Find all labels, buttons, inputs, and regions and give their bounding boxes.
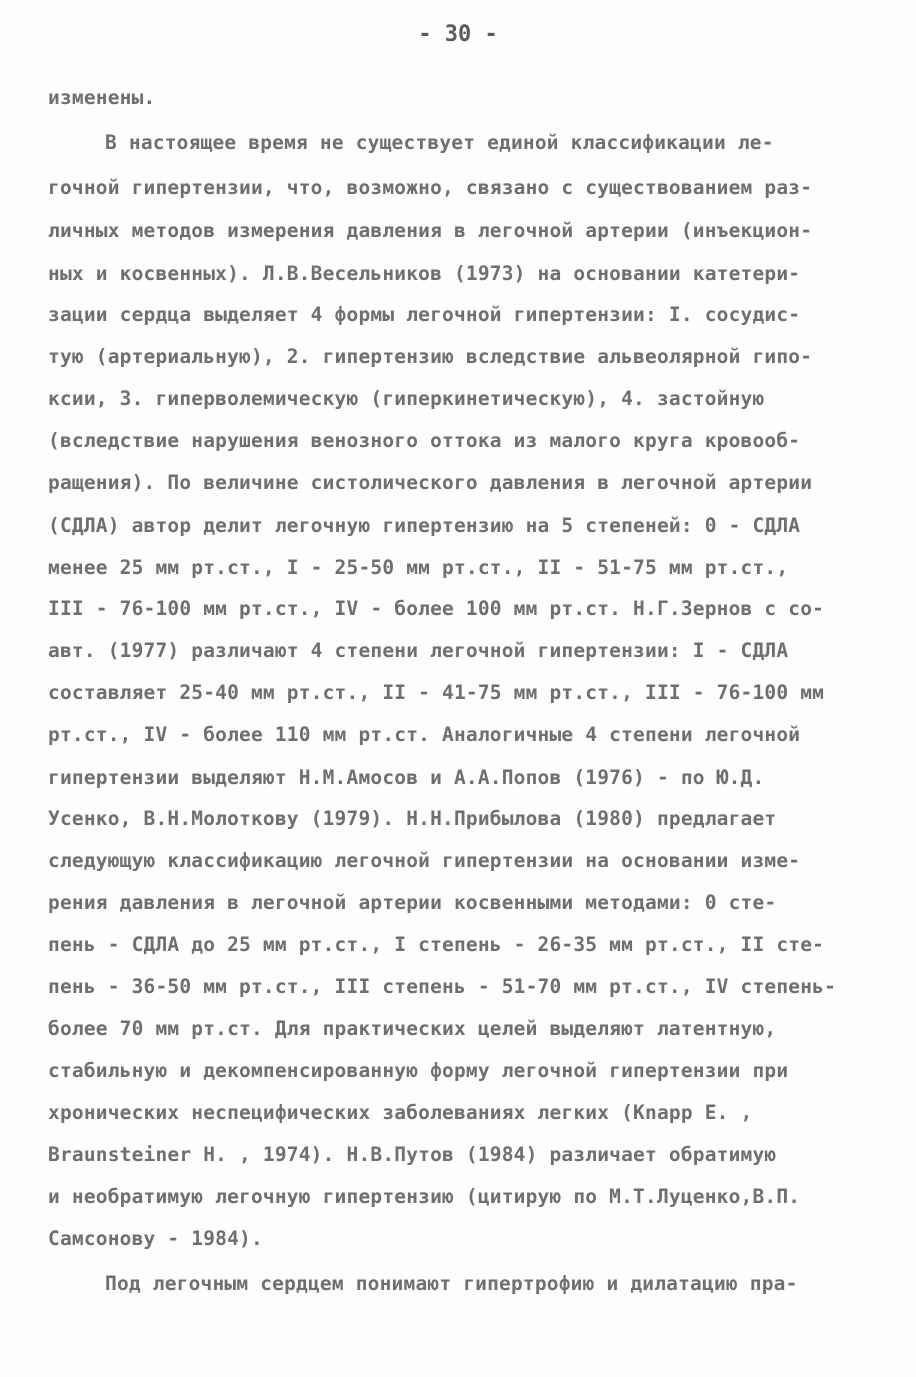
text-line: рт.ст., IV - более 110 мм рт.ст. Аналогичные 4 степени легочной	[48, 723, 801, 746]
text-line: рения давления в легочной артерии косвенными методами: 0 сте-	[48, 891, 777, 914]
text-line: менее 25 мм рт.ст., I - 25-50 мм рт.ст., II - 51-75 мм рт.ст.,	[48, 556, 789, 579]
text-line: Braunsteiner H. , 1974). Н.В.Путов (1984) различает обратимую	[48, 1143, 777, 1166]
text-line: хронических неспецифических заболеваниях легких (Knapp E. ,	[48, 1101, 753, 1124]
page-number: - 30 -	[418, 22, 498, 47]
text-line: тую (артериальную), 2. гипертензию вследствие альвеолярной гипо-	[48, 345, 813, 368]
text-line: (СДЛА) автор делит легочную гипертензию на 5 степеней: 0 - СДЛА	[48, 514, 801, 537]
text-line: ксии, 3. гиперволемическую (гиперкинетическую), 4. застойную	[48, 387, 765, 410]
text-line: ных и косвенных). Л.В.Весельников (1973) на основании катетери-	[48, 262, 801, 285]
text-line: гипертензии выделяют Н.М.Амосов и А.А.Попов (1976) - по Ю.Д.	[48, 766, 765, 789]
text-line: зации сердца выделяет 4 формы легочной гипертензии: I. сосудис-	[48, 303, 801, 326]
text-line: гочной гипертензии, что, возможно, связано с существованием раз-	[48, 176, 813, 199]
text-line: личных методов измерения давления в легочной артерии (инъекцион-	[48, 219, 813, 242]
text-line: В настоящее время не существует единой классификации ле-	[105, 131, 774, 154]
text-line: составляет 25-40 мм рт.ст., II - 41-75 мм рт.ст., III - 76-100 мм	[48, 681, 825, 704]
text-line: III - 76-100 мм рт.ст., IV - более 100 мм рт.ст. Н.Г.Зернов с со-	[48, 597, 825, 620]
text-line: более 70 мм рт.ст. Для практических целей выделяют латентную,	[48, 1017, 777, 1040]
text-line: авт. (1977) различают 4 степени легочной гипертензии: I - СДЛА	[48, 639, 789, 662]
text-line: стабильную и декомпенсированную форму легочной гипертензии при	[48, 1059, 789, 1082]
text-line: следующую классификацию легочной гипертензии на основании изме-	[48, 849, 801, 872]
text-line: и необратимую легочную гипертензию (цитирую по М.Т.Луценко,В.П.	[48, 1185, 801, 1208]
text-line: (вследствие нарушения венозного оттока из малого круга кровооб-	[48, 429, 801, 452]
text-line: ращения). По величине систолического давления в легочной артерии	[48, 471, 813, 494]
text-line: пень - СДЛА до 25 мм рт.ст., I степень - 26-35 мм рт.ст., II сте-	[48, 933, 825, 956]
text-line: Самсонову - 1984).	[48, 1227, 263, 1250]
text-line: Под легочным сердцем понимают гипертрофию и дилатацию пра-	[105, 1272, 798, 1295]
text-line: пень - 36-50 мм рт.ст., III степень - 51-70 мм рт.ст., IV степень-	[48, 975, 837, 998]
text-line: изменены.	[48, 86, 156, 109]
text-line: Усенко, В.Н.Молоткову (1979). Н.Н.Прибылова (1980) предлагает	[48, 807, 777, 830]
